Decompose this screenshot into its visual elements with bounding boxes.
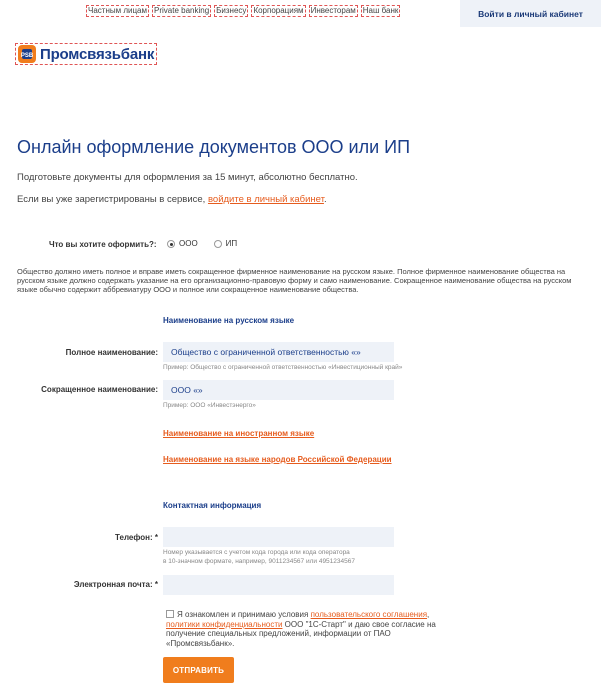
- email-label: Электронная почта: *: [73, 580, 158, 589]
- full-name-hint: Пример: Общество с ограниченной ответственностью «Инвестиционный край»: [163, 364, 403, 371]
- email-input[interactable]: [163, 575, 394, 595]
- foreign-name-link[interactable]: Наименование на иностранном языке: [163, 429, 315, 438]
- logo-icon: [18, 45, 36, 63]
- native-name-link[interactable]: Наименование на языке народов Российской Федерации: [163, 455, 392, 464]
- short-name-hint: Пример: ООО «Инвестэнерго»: [163, 402, 256, 409]
- nav-investors[interactable]: Инвесторам: [310, 6, 356, 15]
- contact-heading: Контактная информация: [163, 501, 262, 510]
- logo-text: Промсвязьбанк: [40, 45, 155, 63]
- phone-hint-2: в 10-значном формате, например, 9011234567 или 4951234567: [163, 558, 355, 565]
- entity-type-radio-group: [167, 239, 237, 248]
- nav-private-banking[interactable]: Private banking: [154, 6, 210, 15]
- radio-ip-indicator[interactable]: [214, 240, 222, 248]
- nav-corporations[interactable]: Корпорациям: [253, 6, 304, 15]
- full-name-label: Полное наименование:: [65, 348, 158, 357]
- phone-label: Телефон: *: [115, 533, 158, 542]
- top-navigation: [86, 5, 400, 17]
- full-name-input[interactable]: [163, 342, 394, 362]
- page-subtitle: Подготовьте документы для оформления за 15 минут, абсолютно бесплатно.: [17, 172, 358, 183]
- short-name-input[interactable]: [163, 380, 394, 400]
- radio-ooo[interactable]: ООО: [167, 239, 198, 248]
- user-agreement-link[interactable]: пользовательского соглашения: [310, 610, 428, 619]
- info-text: Общество должно иметь полное и вправе иметь сокращенное фирменное наименование на русском языке. Полное фирменное наименование общества на русском языке должно содержать указание на его организационно-правовую форму и само наименование. Сокращенное наименование общества на русском языке обычно содержит аббревиатуру ООО и полное или сокращенное наименование общества.: [17, 267, 572, 294]
- consent-checkbox[interactable]: [166, 610, 174, 618]
- login-cabinet-link[interactable]: войдите в личный кабинет: [207, 194, 324, 205]
- consent-block: Я ознакомлен и принимаю условия пользовательского соглашения, политики конфиденциальности ООО "1С-Старт" и даю свое согласие на получение специальных предложений, информации от ПАО «Промсвязьбанк».: [166, 610, 436, 648]
- nav-business[interactable]: Бизнесу: [216, 6, 247, 15]
- phone-input[interactable]: [163, 527, 394, 547]
- radio-ooo-indicator[interactable]: [167, 240, 175, 248]
- submit-button[interactable]: ОТПРАВИТЬ: [163, 657, 234, 683]
- bank-logo[interactable]: [15, 43, 157, 65]
- radio-ip[interactable]: ИП: [214, 239, 238, 248]
- svg-text:PSB: PSB: [20, 53, 34, 59]
- phone-hint-1: Номер указывается с учетом кода города или кода оператора: [163, 549, 350, 556]
- entity-type-label: Что вы хотите оформить?:: [49, 240, 157, 249]
- nav-private-clients[interactable]: Частным лицам: [88, 6, 148, 15]
- login-button[interactable]: Войти в личный кабинет: [460, 0, 601, 27]
- registered-note: Если вы уже зарегистрированы в сервисе, войдите в личный кабинет.: [17, 194, 327, 205]
- russian-name-heading: Наименование на русском языке: [163, 316, 295, 325]
- nav-our-bank[interactable]: Наш банк: [362, 6, 399, 15]
- short-name-label: Сокращенное наименование:: [41, 385, 158, 394]
- page-title: Онлайн оформление документов ООО или ИП: [17, 137, 411, 157]
- privacy-policy-link[interactable]: политики конфиденциальности: [166, 619, 283, 629]
